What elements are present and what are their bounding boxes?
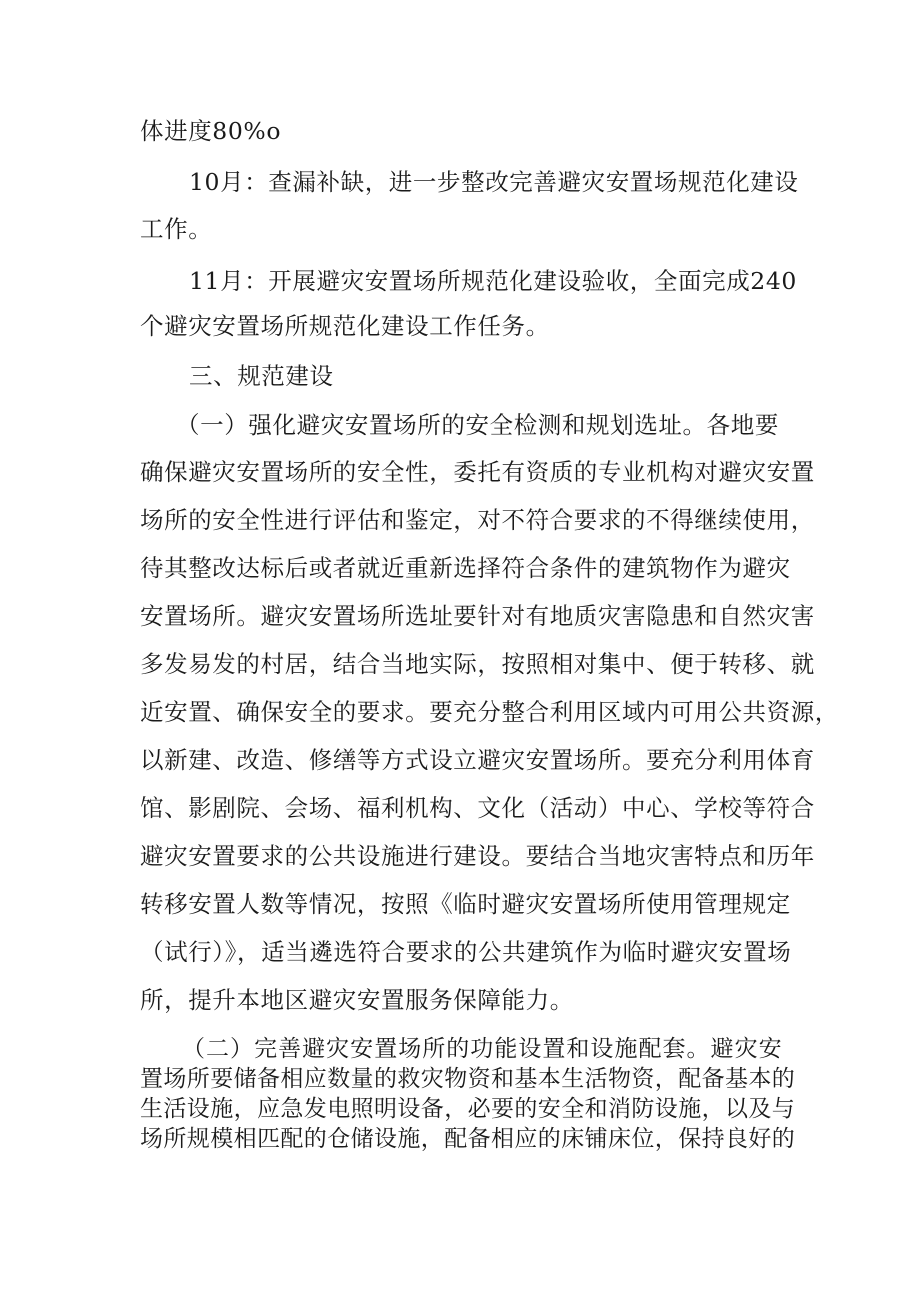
text-line-17: 转移安置人数等情况，按照《临时避灾安置场所使用管理规定 <box>140 890 791 918</box>
text-line-2: 10月：查漏补缺，进一步整改完善避灾安置场规范化建设 <box>189 168 799 196</box>
text-line-19: 所，提升本地区避灾安置服务保障能力。 <box>140 986 574 1014</box>
text-line-11: 安置场所。避灾安置场所选址要针对有地质灾害隐患和自然灾害 <box>140 602 815 630</box>
text-line-14: 以新建、改造、修缮等方式设立避灾安置场所。要充分利用体育 <box>140 746 815 774</box>
text-line-23: 场所规模相匹配的仓储设施，配备相应的床铺床位，保持良好的 <box>140 1126 796 1152</box>
text-line-7: （一）强化避灾安置场所的安全检测和规划选址。各地要 <box>176 411 779 439</box>
text-line-5: 个避灾安置场所规范化建设工作任务。 <box>140 312 550 340</box>
text-line-9: 场所的安全性进行评估和鉴定，对不符合要求的不得继续使用， <box>140 506 815 534</box>
text-line-12: 多发易发的村居，结合当地实际，按照相对集中、便于转移、就 <box>140 650 815 678</box>
text-line-13: 近安置、确保安全的要求。要充分整合利用区域内可用公共资源， <box>140 698 839 726</box>
text-line-3: 工作。 <box>140 215 213 243</box>
text-line-20: （二）完善避灾安置场所的功能设置和设施配套。避灾安 <box>182 1036 782 1062</box>
text-line-22: 生活设施，应急发电照明设备，必要的安全和消防设施，以及与 <box>140 1096 796 1122</box>
text-line-16: 避灾安置要求的公共设施进行建设。要结合当地灾害特点和历年 <box>140 842 815 870</box>
section-heading: 三、规范建设 <box>189 362 334 390</box>
text-line-18: （试行）》，适当遴选符合要求的公共建筑作为临时避灾安置场 <box>140 938 792 966</box>
text-line-4: 11月：开展避灾安置场所规范化建设验收，全面完成240 <box>189 267 797 295</box>
text-line-1: 体进度80%o <box>140 117 282 145</box>
text-line-15: 馆、影剧院、会场、福利机构、文化（活动）中心、学校等符合 <box>140 794 815 822</box>
text-line-8: 确保避灾安置场所的安全性，委托有资质的专业机构对避灾安置 <box>140 458 815 486</box>
text-line-21: 置场所要储备相应数量的救灾物资和基本生活物资，配备基本的 <box>140 1066 796 1092</box>
text-line-10: 待其整改达标后或者就近重新选择符合条件的建筑物作为避灾 <box>140 554 791 582</box>
